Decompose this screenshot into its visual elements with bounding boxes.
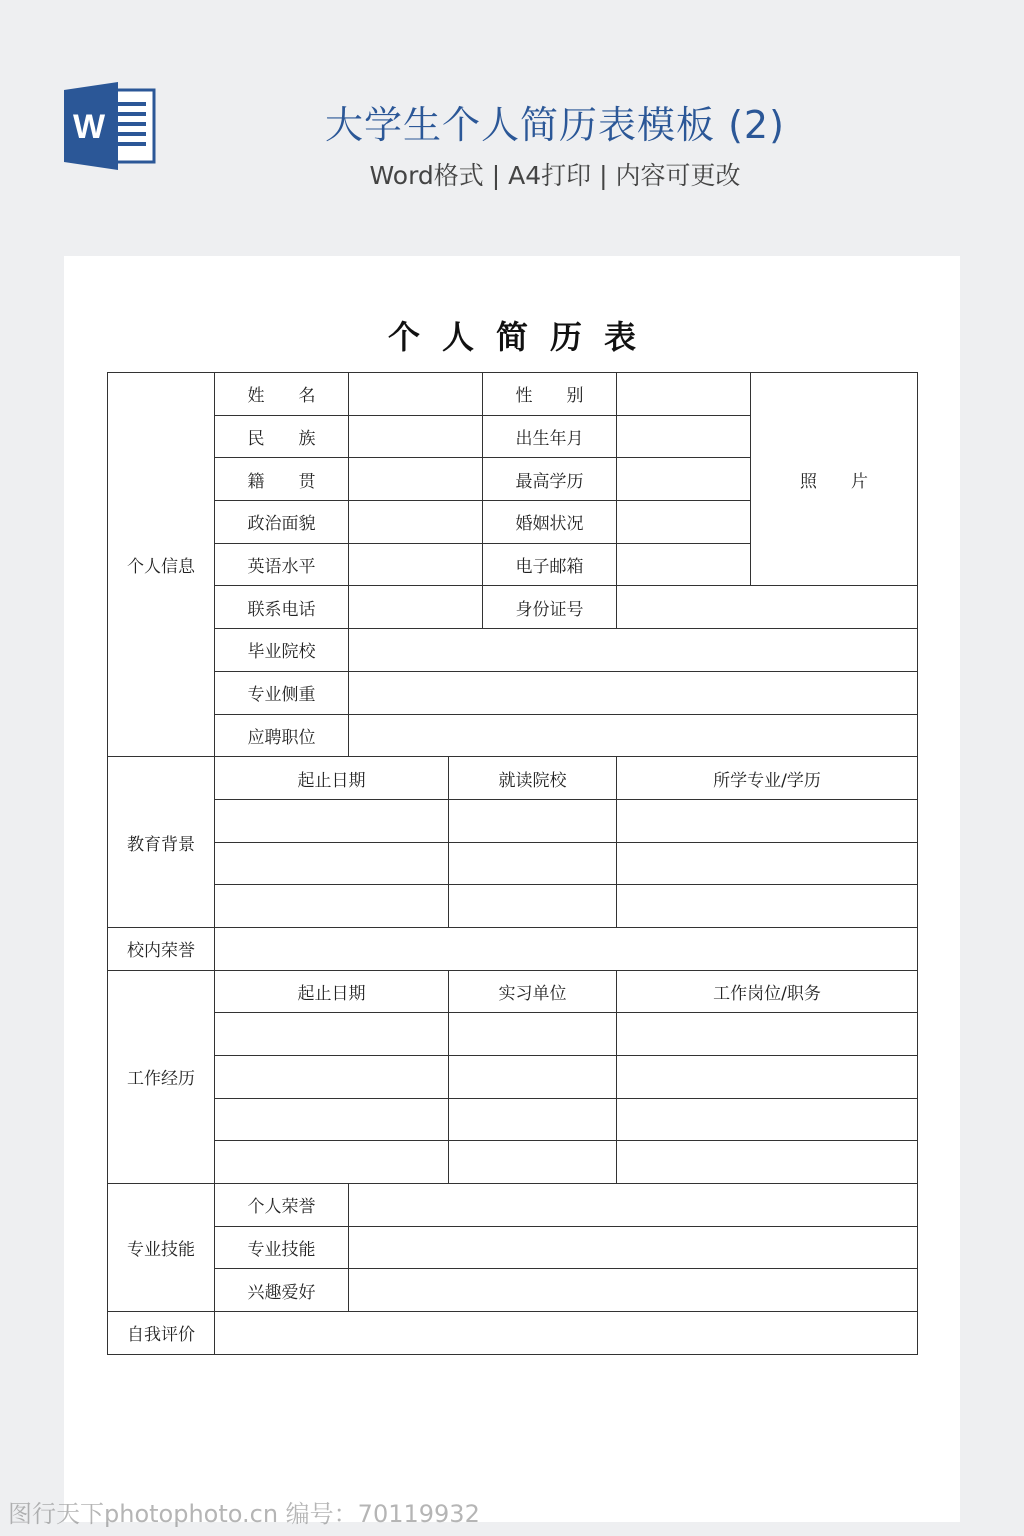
work-cell[interactable]	[617, 1056, 918, 1099]
table-row	[108, 885, 918, 928]
edu-cell[interactable]	[617, 842, 918, 885]
field-name[interactable]	[349, 373, 483, 416]
section-honors-label: 校内荣誉	[108, 927, 215, 970]
field-school-honors[interactable]	[215, 927, 918, 970]
field-native-place[interactable]	[349, 458, 483, 501]
edu-cell[interactable]	[449, 885, 617, 928]
table-row	[108, 1312, 918, 1355]
field-phone[interactable]	[349, 586, 483, 629]
logo-letter: W	[72, 108, 106, 146]
field-email[interactable]	[617, 543, 751, 586]
table-row	[108, 927, 918, 970]
col-header-major: 所学专业/学历	[617, 757, 918, 800]
page-title: 大学生个人简历表模板 (2)	[325, 103, 785, 147]
work-cell[interactable]	[215, 1056, 449, 1099]
label-position: 应聘职位	[215, 714, 349, 757]
field-english[interactable]	[349, 543, 483, 586]
field-birth[interactable]	[617, 415, 751, 458]
word-document-icon	[64, 82, 156, 170]
table-row	[108, 586, 918, 629]
table-row	[108, 970, 918, 1013]
field-education[interactable]	[617, 458, 751, 501]
work-cell[interactable]	[215, 1098, 449, 1141]
col-header-work-date: 起止日期	[215, 970, 449, 1013]
table-row	[108, 757, 918, 800]
section-self-eval-label: 自我评价	[108, 1312, 215, 1355]
edu-cell[interactable]	[617, 799, 918, 842]
watermark: 图行天下photophoto.cn 编号：70119932	[8, 1500, 480, 1528]
label-skills: 专业技能	[215, 1226, 349, 1269]
photo-box[interactable]: 照 片	[751, 373, 918, 586]
work-cell[interactable]	[215, 1141, 449, 1184]
field-political[interactable]	[349, 501, 483, 544]
label-gender: 性 别	[483, 373, 617, 416]
section-work-label: 工作经历	[108, 970, 215, 1183]
table-row	[108, 671, 918, 714]
table-row	[108, 842, 918, 885]
work-cell[interactable]	[449, 1098, 617, 1141]
section-education-label: 教育背景	[108, 757, 215, 928]
work-cell[interactable]	[449, 1141, 617, 1184]
col-header-school: 就读院校	[449, 757, 617, 800]
edu-cell[interactable]	[215, 799, 449, 842]
field-gender[interactable]	[617, 373, 751, 416]
edu-cell[interactable]	[215, 842, 449, 885]
label-education: 最高学历	[483, 458, 617, 501]
work-cell[interactable]	[215, 1013, 449, 1056]
field-ethnicity[interactable]	[349, 415, 483, 458]
label-native-place: 籍 贯	[215, 458, 349, 501]
work-cell[interactable]	[449, 1056, 617, 1099]
work-cell[interactable]	[617, 1141, 918, 1184]
label-hobbies: 兴趣爱好	[215, 1269, 349, 1312]
edu-cell[interactable]	[215, 885, 449, 928]
label-id-number: 身份证号	[483, 586, 617, 629]
work-cell[interactable]	[617, 1013, 918, 1056]
edu-cell[interactable]	[449, 842, 617, 885]
section-personal-label: 个人信息	[108, 373, 215, 757]
field-id-number[interactable]	[617, 586, 918, 629]
label-school: 毕业院校	[215, 629, 349, 672]
label-phone: 联系电话	[215, 586, 349, 629]
label-personal-honors: 个人荣誉	[215, 1184, 349, 1227]
col-header-company: 实习单位	[449, 970, 617, 1013]
label-birth: 出生年月	[483, 415, 617, 458]
table-row	[108, 1013, 918, 1056]
edu-cell[interactable]	[617, 885, 918, 928]
label-english: 英语水平	[215, 543, 349, 586]
table-row	[108, 629, 918, 672]
label-name: 姓 名	[215, 373, 349, 416]
work-cell[interactable]	[617, 1098, 918, 1141]
col-header-role: 工作岗位/职务	[617, 970, 918, 1013]
label-email: 电子邮箱	[483, 543, 617, 586]
section-skills-label: 专业技能	[108, 1184, 215, 1312]
field-self-eval[interactable]	[215, 1312, 918, 1355]
field-marital[interactable]	[617, 501, 751, 544]
field-major-focus[interactable]	[349, 671, 918, 714]
page-subtitle: Word格式 | A4打印 | 内容可更改	[369, 161, 741, 190]
table-row	[108, 1141, 918, 1184]
field-skills[interactable]	[349, 1226, 918, 1269]
field-school[interactable]	[349, 629, 918, 672]
table-row	[108, 1269, 918, 1312]
resume-table	[107, 372, 918, 1355]
table-row	[108, 714, 918, 757]
table-row	[108, 1184, 918, 1227]
field-hobbies[interactable]	[349, 1269, 918, 1312]
work-cell[interactable]	[449, 1013, 617, 1056]
table-row	[108, 1098, 918, 1141]
label-marital: 婚姻状况	[483, 501, 617, 544]
edu-cell[interactable]	[449, 799, 617, 842]
label-major-focus: 专业侧重	[215, 671, 349, 714]
label-ethnicity: 民 族	[215, 415, 349, 458]
table-row	[108, 799, 918, 842]
field-position[interactable]	[349, 714, 918, 757]
table-row	[108, 1056, 918, 1099]
document-title: 个人简历表	[387, 318, 658, 356]
col-header-date: 起止日期	[215, 757, 449, 800]
table-row	[108, 373, 918, 416]
resume-paper	[64, 256, 960, 1522]
field-personal-honors[interactable]	[349, 1184, 918, 1227]
table-row	[108, 1226, 918, 1269]
label-political: 政治面貌	[215, 501, 349, 544]
